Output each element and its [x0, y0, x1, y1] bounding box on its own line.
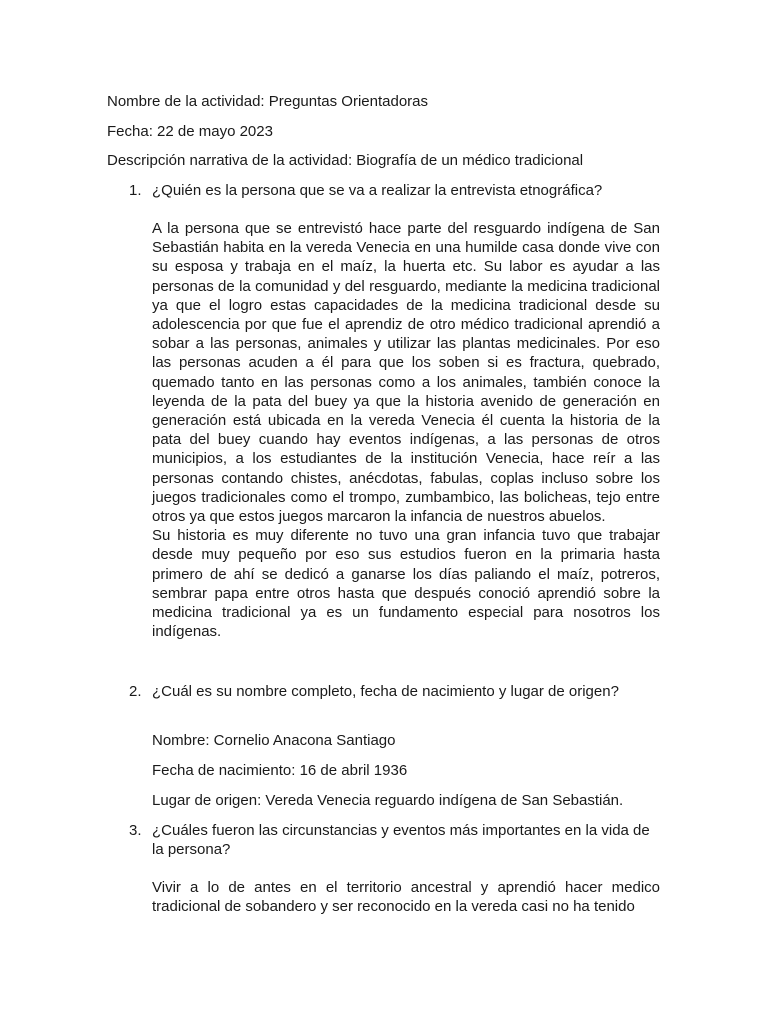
question-1: [107, 181, 663, 201]
place-of-origin: Lugar de origen: Vereda Venecia reguardo indígena de San Sebastián.: [152, 792, 624, 809]
question-number: 2.: [129, 683, 142, 700]
answer-1: [152, 219, 660, 641]
question-number: 1.: [129, 182, 142, 199]
question-2: [107, 682, 663, 702]
question-text: ¿Quién es la persona que se va a realizar la entrevista etnográfica?: [152, 182, 603, 199]
person-name: Nombre: Cornelio Anacona Santiago: [152, 732, 396, 749]
question-3: [107, 821, 663, 861]
answer-paragraph: Vivir a lo de antes en el territorio ancestral y aprendió hacer medico tradicional de sobandero y ser reconocido en la vereda casi no ha tenido: [152, 879, 660, 916]
question-text: ¿Cuáles fueron las circunstancias y eventos más importantes en la vida de la persona?: [152, 822, 650, 858]
activity-date: Fecha: 22 de mayo 2023: [107, 123, 273, 140]
activity-name: Nombre de la actividad: Preguntas Orientadoras: [107, 93, 429, 110]
question-number: 3.: [129, 822, 142, 839]
birth-date: Fecha de nacimiento: 16 de abril 1936: [152, 762, 408, 779]
question-text: ¿Cuál es su nombre completo, fecha de nacimiento y lugar de origen?: [152, 683, 619, 700]
activity-description: Descripción narrativa de la actividad: Biografía de un médico tradicional: [107, 152, 584, 169]
answer-paragraph: A la persona que se entrevistó hace parte del resguardo indígena de San Sebastián habita en la vereda Venecia en una humilde casa donde vive con su esposa y trabaja en el maíz, la huerta etc. Su labor es ayudar a las personas de la comunidad y del resguardo, mediante la medicina tradicional ya que el logro estas capacidades de la medicina tradicional desde su adolescencia por que fue el aprendiz de otro médico tradicional aprendió a sobar a las personas, animales y utilizar las plantas medicinales. Por eso las personas acuden a él para que los soben si es fractura, quebrado, quemado tanto en las personas como a los animales, también conoce la leyenda de la pata del buey ya que la historia avenido de generación en generación está ubicada en la vereda Venecia él cuenta la historia de la pata del buey cuando hay eventos indígenas, a las personas de otros municipios, a los estudiantes de la institución Venecia, hace reír a las personas contando chistes, anécdotas, fabulas, coplas incluso sobre los juegos tradicionales como el trompo, zumbambico, las bolicheas, tejo entre otros ya que estos juegos marcaron la infancia de nuestros abuelos.: [152, 220, 660, 526]
answer-3: [152, 878, 660, 916]
answer-paragraph: Su historia es muy diferente no tuvo una gran infancia tuvo que trabajar desde muy pequeño por eso sus estudios fueron en la primaria hasta primero de ahí se dedicó a ganarse los días paliando el maíz, potreros, sembrar papa entre otros hasta que después conoció aprendió sobre la medicina tradicional ya es un fundamento especial para nosotros los indígenas.: [152, 527, 660, 641]
